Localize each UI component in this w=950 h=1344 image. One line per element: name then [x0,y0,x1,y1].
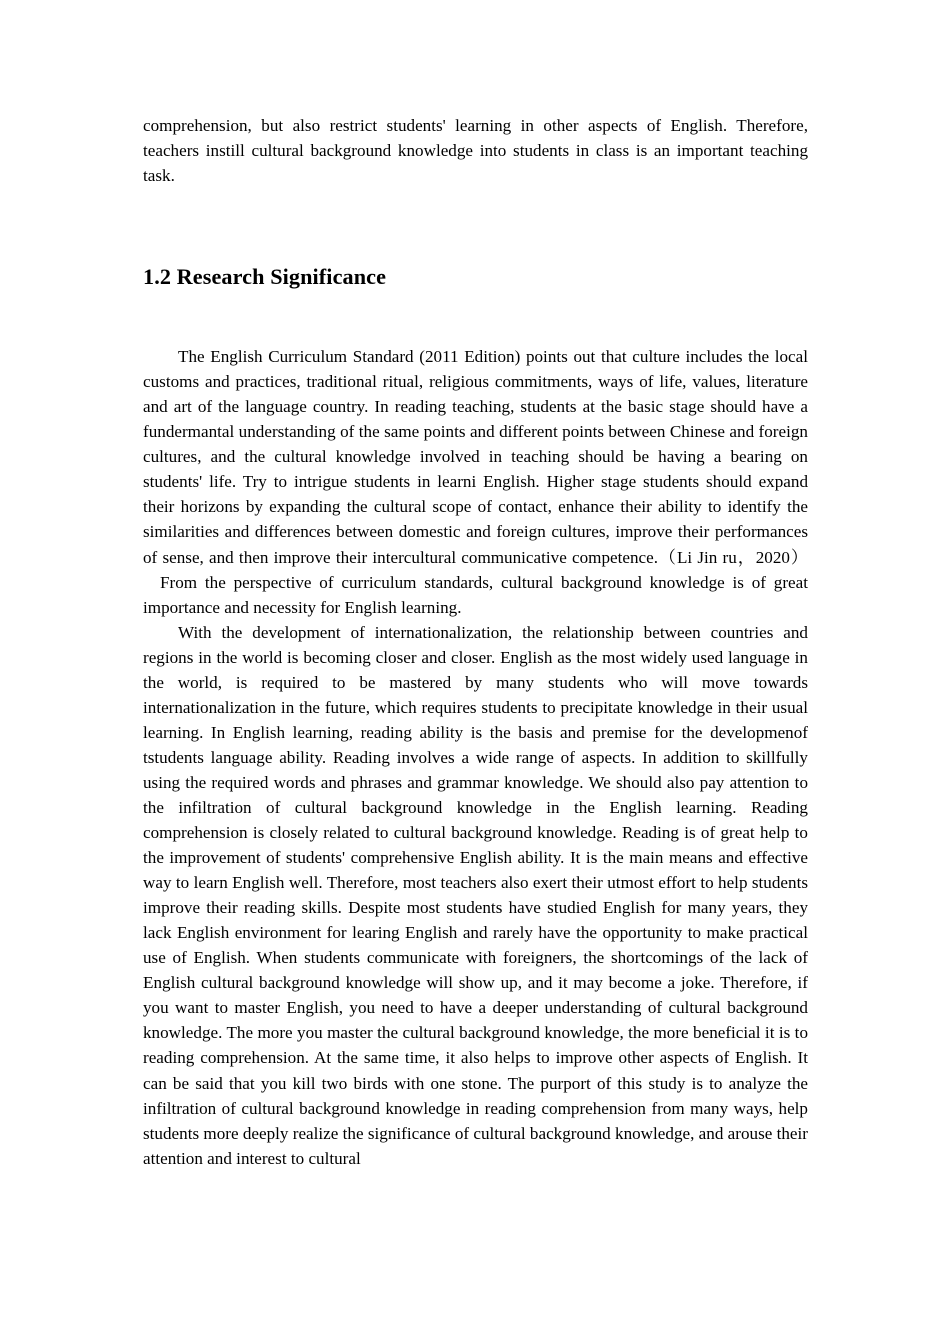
section-heading-research-significance: 1.2 Research Significance [143,264,387,290]
page-content [143,113,808,1171]
paragraph-internationalization: With the development of internationalization, the relationship between countries and regions in the world is becoming closer and closer. English as the most widely used language in the world, is required to be mastered by many students who will move towards internationalization in the future, which requires students to precipitate knowledge in their usual learning. In English learning, reading ability is the basis and premise for the developmenof tstudents language ability. Reading involves a wide range of aspects. In addition to skillfully using the required words and phrases and grammar knowledge. We should also pay attention to the infiltration of cultural background knowledge in the English learning. Reading comprehension is closely related to cultural background knowledge. Reading is of great help to the improvement of students' comprehensive English ability. It is the main means and effective way to learn English well. Therefore, most teachers also exert their utmost effort to help students improve their reading skills. Despite most students have studied English for many years, they lack English environment for learing English and rarely have the opportunity to make practical use of English. When students communicate with foreigners, the shortcomings of the lack of English cultural background knowledge will show up, and it may become a joke. Therefore, if you want to master English, you need to have a deeper understanding of cultural background knowledge. The more you master the cultural background knowledge, the more beneficial it is to reading comprehension. At the same time, it also helps to improve other aspects of English. It can be said that you kill two birds with one stone. The purport of this study is to analyze the infiltration of cultural background knowledge in reading comprehension from many ways, help students more deeply realize the significance of cultural background knowledge, and arouse their attention and interest to cultural [143,622,808,1168]
paragraph-text-part-1: The English Curriculum Standard (2011 Edition) points out that culture includes the local customs and practices, traditional ritual, religious commitments, ways of life, values, literature and art of the language country. In reading teaching, students at the basic stage should have a fundermantal understanding of the same points and different points between Chinese and foreign cultures, and the cultural knowledge involved in teaching should be having a bearing on students' life. Try to intrigue students in learni English. Higher stage students should expand their horizons by expanding the cultural scope of contact, enhance their ability to identify the similarities and differences between domestic and foreign cultures, improve their performances of sense, and then improve their intercultural communicative competence. [143,347,808,567]
spacer-after-heading [143,290,808,344]
spacer-before-heading [143,188,808,264]
paragraph-research-significance-first [143,344,808,620]
inline-citation: （Li Jin ru，2020） [658,547,808,567]
paragraph-continuation: comprehension, but also restrict students' learning in other aspects of English. Therefore, teachers instill cultural background knowledge into students in class is an important teaching task. [143,116,808,186]
paragraph-text-part-2: From the perspective of curriculum standards, cultural background knowledge is of great importance and necessity for English learning. [143,572,808,617]
